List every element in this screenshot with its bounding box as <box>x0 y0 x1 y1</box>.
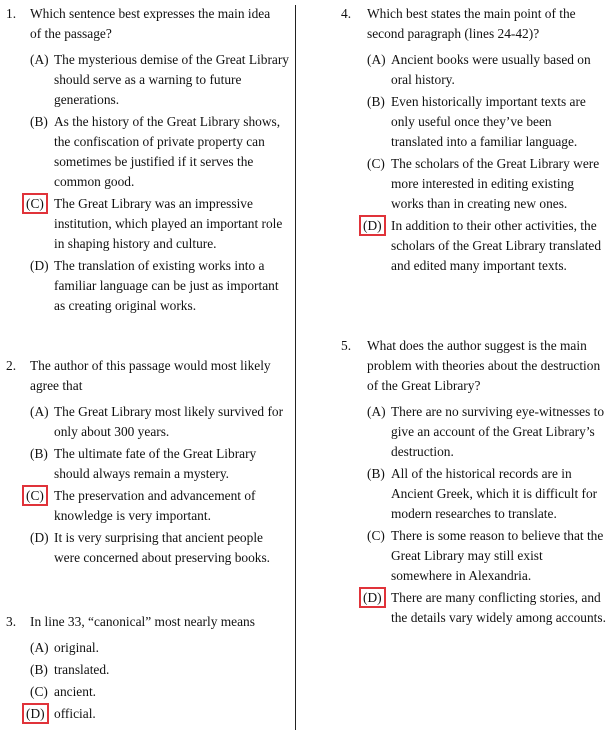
choice-d-selected[interactable] <box>363 216 607 276</box>
column-divider <box>295 5 296 730</box>
choice-text: It is very surprising that ancient people were concerned about preserving books. <box>54 530 271 565</box>
choice-letter: (C) <box>367 156 385 171</box>
question-2 <box>0 356 290 568</box>
choice-text: The translation of existing works into a familiar language can be just as important as creating original works. <box>54 258 279 313</box>
question-number: 1. <box>6 6 17 21</box>
choice-letter: (A) <box>367 52 386 67</box>
selected-answer-mark: (C) <box>22 485 48 506</box>
question-number: 2. <box>6 358 17 373</box>
choice-text: The preservation and advancement of knowledge is very important. <box>54 488 256 523</box>
choice-text: There are no surviving eye-witnesses to give an account of the Great Library’s destruction. <box>391 404 605 459</box>
choice-a[interactable] <box>30 402 290 442</box>
choice-letter: (D) <box>30 258 49 273</box>
choice-text: The Great Library was an impressive institution, which played an important role in shaping history and culture. <box>54 196 283 251</box>
choice-b[interactable] <box>30 660 290 680</box>
question-4 <box>339 4 607 276</box>
choice-text: Even historically important texts are only useful once they’ve been translated into a familiar language. <box>391 94 586 149</box>
choice-text: The Great Library most likely survived for only about 300 years. <box>54 404 284 439</box>
choice-d[interactable] <box>30 528 290 568</box>
choice-b[interactable] <box>367 92 607 152</box>
question-stem: Which best states the main point of the second paragraph (lines 24-42)? <box>367 6 576 41</box>
choice-letter: (A) <box>30 52 49 67</box>
choice-d[interactable] <box>30 256 290 316</box>
question-stem: What does the author suggest is the main problem with theories about the destruction of the Great Library? <box>367 338 601 393</box>
choice-letter: (B) <box>30 662 48 677</box>
choice-letter: (B) <box>30 446 48 461</box>
choice-a[interactable] <box>367 50 607 90</box>
selected-answer-mark: (D) <box>22 703 49 724</box>
choice-text: Ancient books were usually based on oral history. <box>391 52 591 87</box>
question-stem: The author of this passage would most likely agree that <box>30 358 271 393</box>
question-number: 3. <box>6 614 17 629</box>
choice-letter: (B) <box>367 94 385 109</box>
choice-text: The mysterious demise of the Great Library should serve as a warning to future generations. <box>54 52 290 107</box>
choice-letter: (B) <box>30 114 48 129</box>
choice-letter: (D) <box>30 530 49 545</box>
question-3 <box>0 612 290 724</box>
choice-a[interactable] <box>30 638 290 658</box>
choice-letter: (B) <box>367 466 385 481</box>
choice-text: As the history of the Great Library shows, the confiscation of private property can sometimes be justified if it serves the common good. <box>54 114 281 189</box>
choice-text: There are many conflicting stories, and the details vary widely among accounts. <box>391 590 606 625</box>
selected-answer-mark: (C) <box>22 193 48 214</box>
question-stem: In line 33, “canonical” most nearly means <box>30 614 255 629</box>
question-number: 5. <box>341 338 352 353</box>
question-number: 4. <box>341 6 352 21</box>
choice-c-selected[interactable] <box>26 194 290 254</box>
choice-letter: (C) <box>367 528 385 543</box>
choice-text: There is some reason to believe that the Great Library may still exist somewhere in Alexandria. <box>391 528 604 583</box>
choice-text: translated. <box>54 662 110 677</box>
choice-text: ancient. <box>54 684 97 699</box>
choice-text: The ultimate fate of the Great Library should always remain a mystery. <box>54 446 257 481</box>
question-5 <box>339 336 607 628</box>
choice-b[interactable] <box>367 464 607 524</box>
choice-c[interactable] <box>30 682 290 702</box>
choice-text: All of the historical records are in Ancient Greek, which it is difficult for modern researches to translate. <box>391 466 598 521</box>
choice-c[interactable] <box>367 526 607 586</box>
choice-c[interactable] <box>367 154 607 214</box>
choice-text: original. <box>54 640 99 655</box>
selected-answer-mark: (D) <box>359 587 386 608</box>
choice-letter: (A) <box>30 404 49 419</box>
choice-d-selected[interactable] <box>363 588 607 628</box>
choice-letter: (A) <box>30 640 49 655</box>
choice-letter: (C) <box>30 684 48 699</box>
choice-c-selected[interactable] <box>26 486 290 526</box>
selected-answer-mark: (D) <box>359 215 386 236</box>
choice-text: official. <box>54 706 96 721</box>
choice-b[interactable] <box>30 112 290 192</box>
choice-a[interactable] <box>30 50 290 110</box>
choice-a[interactable] <box>367 402 607 462</box>
choice-text: In addition to their other activities, the scholars of the Great Library translated and edited many important texts. <box>391 218 602 273</box>
choice-d-selected[interactable] <box>26 704 290 724</box>
question-stem: Which sentence best expresses the main idea of the passage? <box>30 6 271 41</box>
choice-b[interactable] <box>30 444 290 484</box>
choice-letter: (A) <box>367 404 386 419</box>
choice-text: The scholars of the Great Library were more interested in editing existing works than in creating new ones. <box>391 156 600 211</box>
question-1 <box>0 4 290 316</box>
